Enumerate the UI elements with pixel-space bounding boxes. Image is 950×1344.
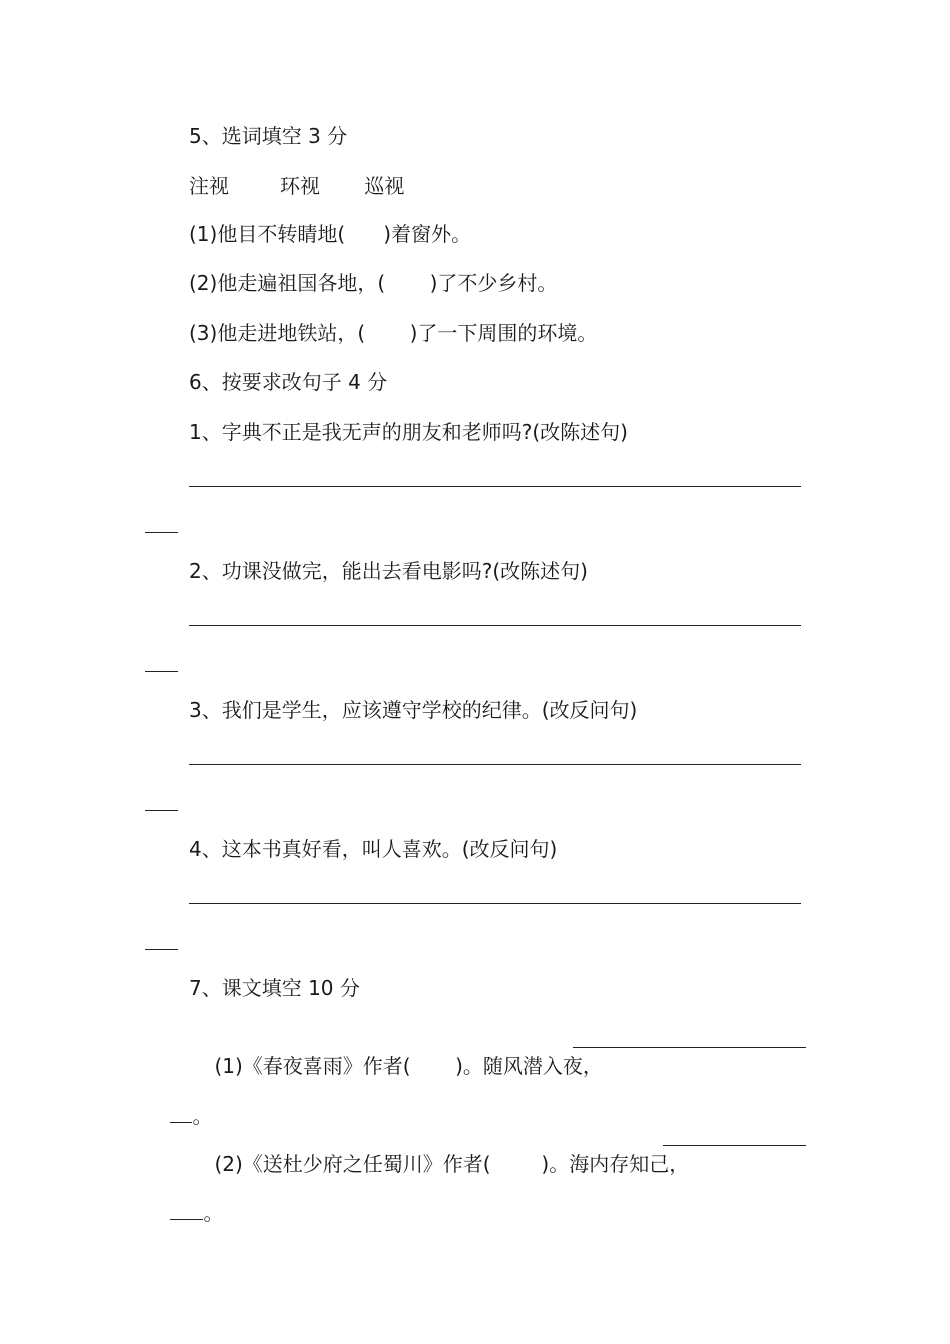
- q7-title: 7、课文填空 10 分: [189, 976, 360, 1000]
- q7-item-2-end: 。: [203, 1201, 224, 1225]
- answer-line-continuation: [145, 949, 178, 950]
- q7-item-1-end: 。: [192, 1104, 213, 1128]
- fill-blank-continuation: [170, 1102, 192, 1123]
- fill-blank[interactable]: [573, 1047, 806, 1048]
- q7-item-1: [189, 1024, 810, 1108]
- answer-line-continuation: [145, 671, 178, 672]
- fill-blank-continuation: [170, 1199, 203, 1220]
- q5-options: 注视 环视 巡视: [189, 174, 405, 198]
- fill-blank[interactable]: [663, 1145, 806, 1146]
- q5-title: 5、选词填空 3 分: [189, 124, 348, 148]
- answer-line-continuation: [145, 532, 178, 533]
- answer-line[interactable]: [189, 903, 801, 904]
- q5-item-1: (1)他目不转睛地( )着窗外。: [189, 222, 472, 246]
- answer-line[interactable]: [189, 764, 801, 765]
- answer-line[interactable]: [189, 625, 801, 626]
- q6-item-4: 4、这本书真好看，叫人喜欢。(改反问句): [189, 837, 558, 861]
- q7-item-2-continuation: [145, 1171, 223, 1255]
- q5-item-2: (2)他走遍祖国各地，( )了不少乡村。: [189, 271, 558, 295]
- q6-title: 6、按要求改句子 4 分: [189, 370, 388, 394]
- q6-item-1: 1、字典不正是我无声的朋友和老师吗?(改陈述句): [189, 420, 628, 444]
- q7-item-1-text: (1)《春夜喜雨》作者( )。随风潜入夜，: [214, 1054, 603, 1078]
- answer-line-continuation: [145, 810, 178, 811]
- q6-item-2: 2、功课没做完，能出去看电影吗?(改陈述句): [189, 559, 588, 583]
- q6-item-3: 3、我们是学生，应该遵守学校的纪律。(改反问句): [189, 698, 638, 722]
- answer-line[interactable]: [189, 486, 801, 487]
- q5-item-3: (3)他走进地铁站，( )了一下周围的环境。: [189, 321, 598, 345]
- q7-item-2: [189, 1122, 810, 1206]
- q7-item-2-text: (2)《送杜少府之任蜀川》作者( )。海内存知己，: [214, 1152, 690, 1176]
